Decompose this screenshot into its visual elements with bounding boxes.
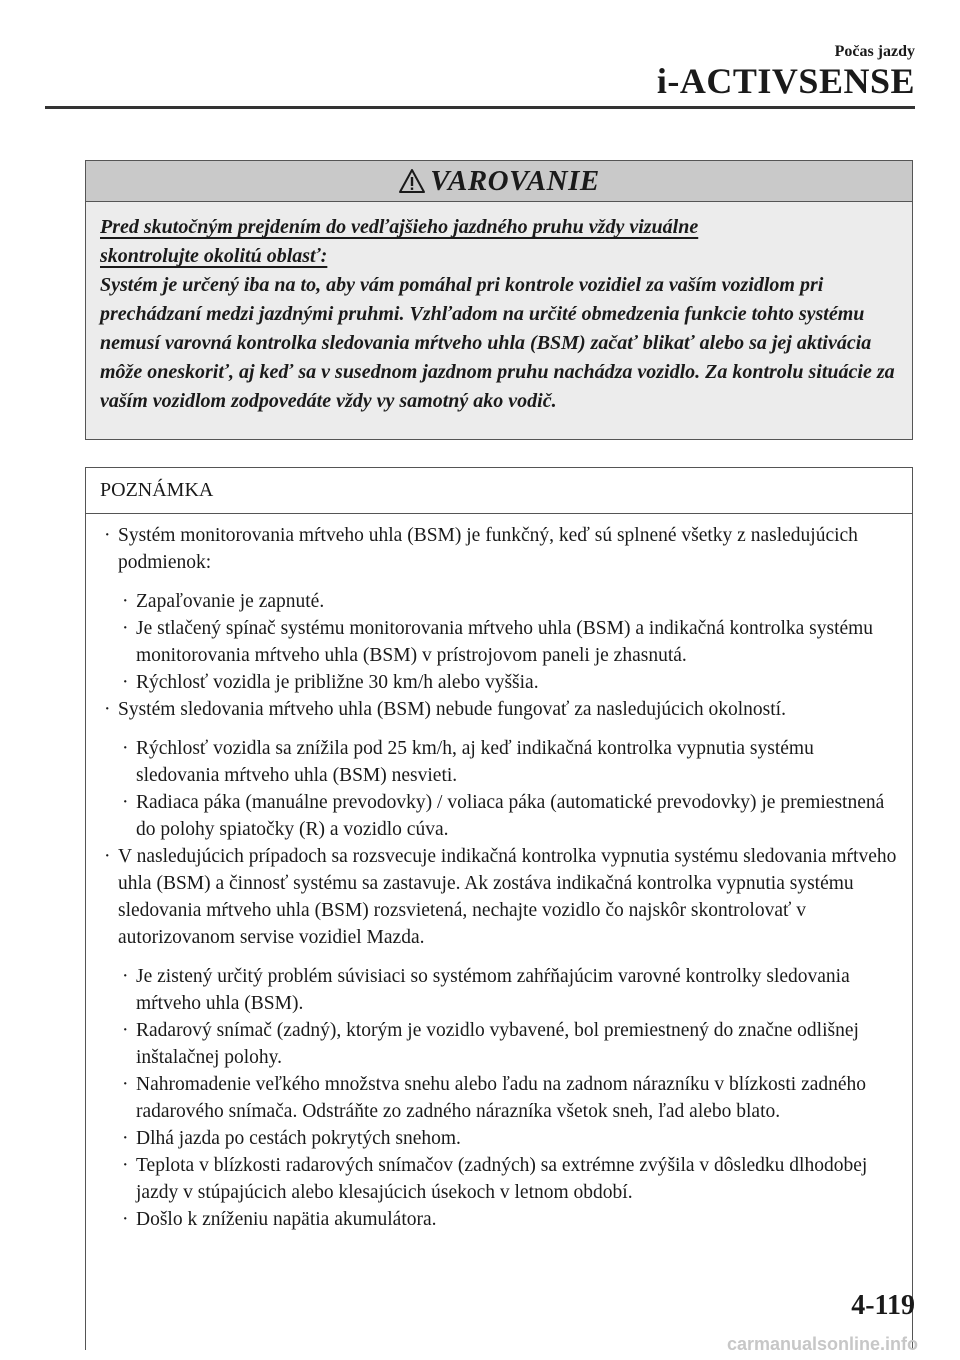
warning-triangle-icon	[398, 168, 426, 194]
warning-box	[85, 160, 913, 440]
sub-list-item: · Radiaca páka (manuálne prevodovky) / voliaca páka (automatické prevodovky) je premiestnená do polohy spiatočky (R) a vozidlo cúva.	[100, 789, 898, 843]
page-number: 4-119	[851, 1290, 915, 1321]
warning-title: VAROVANIE	[430, 164, 600, 197]
list-item: · Systém monitorovania mŕtveho uhla (BSM) je funkčný, keď sú splnené všetky z nasledujúcich podmienok:	[100, 522, 898, 576]
warning-instruction-line: skontrolujte okolitú oblasť:	[100, 245, 328, 267]
sub-list-item: · Radarový snímač (zadný), ktorým je vozidlo vybavené, bol premiestnený do značne odlišnej inštalačnej polohy.	[100, 1017, 898, 1071]
warning-instruction-line: Pred skutočným prejdením do vedľajšieho jazdného pruhu vždy vizuálne	[100, 216, 699, 238]
sub-list-item: · Došlo k zníženiu napätia akumulátora.	[100, 1206, 898, 1233]
sub-list-item: · Rýchlosť vozidla sa znížila pod 25 km/h, aj keď indikačná kontrolka vypnutia systému sledovania mŕtveho uhla (BSM) nesvieti.	[100, 735, 898, 789]
sub-list-item: · Rýchlosť vozidla je približne 30 km/h alebo vyššia.	[100, 669, 898, 696]
sub-list-item: · Teplota v blízkosti radarových snímačov (zadných) sa extrémne zvýšila v dôsledku dlhodobej jazdy v stúpajúcich alebo klesajúcich úsekoch v letnom období.	[100, 1152, 898, 1206]
note-box	[85, 467, 913, 1350]
warning-body	[86, 202, 912, 416]
note-header: POZNÁMKA	[86, 468, 912, 514]
sub-list-item: · Zapaľovanie je zapnuté.	[100, 588, 898, 615]
list-item: · V nasledujúcich prípadoch sa rozsvecuje indikačná kontrolka vypnutia systému sledovania mŕtveho uhla (BSM) a činnosť systému sa zastavuje. Ak zostáva indikačná kontrolka vypnutia systému sledovania mŕtveho uhla (BSM) rozsvietená, nechajte vozidlo čo najskôr skontrolovať v autorizovanom servise vozidiel Mazda.	[100, 843, 898, 951]
sub-list-item: · Je zistený určitý problém súvisiaci so systémom zahŕňajúcim varovné kontrolky sledovania mŕtveho uhla (BSM).	[100, 963, 898, 1017]
warning-text: Systém je určený iba na to, aby vám pomáhal pri kontrole vozidiel za vaším vozidlom pri prechádzaní medzi jazdnými pruhmi. Vzhľadom na určité obmedzenia funkcie tohto systému nemusí varovná kontrolka sledovania mŕtveho uhla (BSM) začať blikať alebo sa jej aktivácia môže oneskoriť, aj keď sa v susednom jazdnom pruhu nachádza vozidlo. Za kontrolu situácie za vaším vozidlom zodpovedáte vždy vy samotný ako vodič.	[100, 274, 895, 412]
section-header: Počas jazdy	[834, 43, 915, 60]
list-item: · Systém sledovania mŕtveho uhla (BSM) nebude fungovať za nasledujúcich okolností.	[100, 696, 898, 723]
sub-list-item: · Nahromadenie veľkého množstva snehu alebo ľadu na zadnom nárazníku v blízkosti zadného radarového snímača. Odstráňte zo zadného nárazníka všetok sneh, ľad alebo blato.	[100, 1071, 898, 1125]
header-rule	[45, 106, 915, 109]
page-title: i-ACTIVSENSE	[656, 61, 915, 101]
note-body	[86, 514, 912, 1233]
watermark: carmanualsonline.info	[726, 1334, 918, 1354]
warning-header	[86, 161, 912, 202]
sub-list-item: · Je stlačený spínač systému monitorovania mŕtveho uhla (BSM) a indikačná kontrolka systému monitorovania mŕtveho uhla (BSM) v prístrojovom paneli je zhasnutá.	[100, 615, 898, 669]
sub-list-item: · Dlhá jazda po cestách pokrytých snehom.	[100, 1125, 898, 1152]
